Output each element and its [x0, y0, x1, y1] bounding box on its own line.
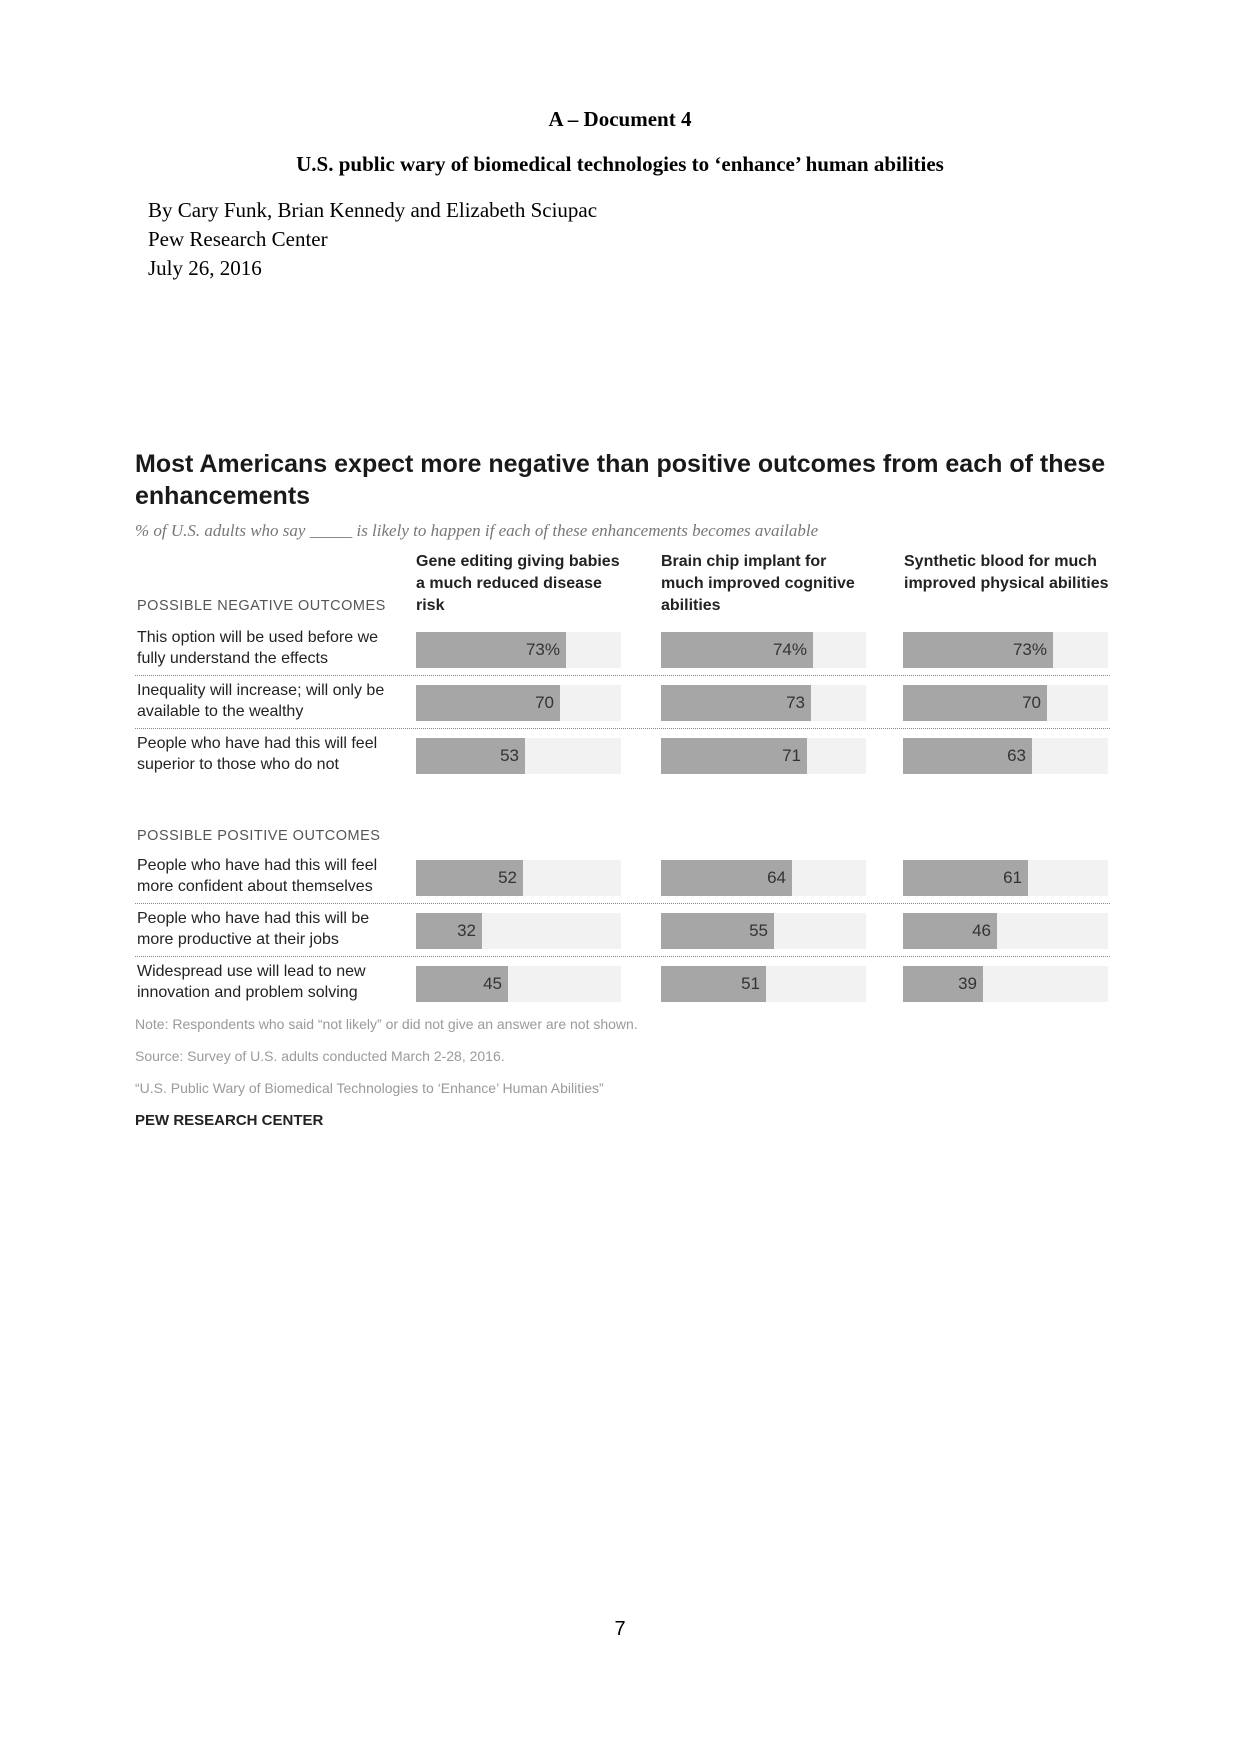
row-separator — [135, 956, 1110, 957]
row-label: Widespread use will lead to new innovation and problem solving — [137, 963, 366, 1001]
row-separator — [135, 675, 1110, 676]
bar-track — [661, 632, 866, 668]
byline — [148, 196, 597, 283]
bar-value-label: 39 — [958, 974, 977, 993]
row-label: People who have had this will feel superior to those who do not — [137, 735, 378, 773]
bar-value-label: 73 — [786, 693, 805, 712]
bar-track — [903, 738, 1108, 774]
bar-track — [903, 860, 1108, 896]
chart-subtitle: % of U.S. adults who say _____ is likely to happen if each of these enhancements becomes available — [135, 521, 819, 540]
pew-research-center-credit: PEW RESEARCH CENTER — [135, 1112, 324, 1129]
bar-track — [661, 738, 866, 774]
page-number: 7 — [614, 1618, 626, 1640]
bar-value-label: 63 — [1007, 746, 1026, 765]
bar-track — [416, 738, 621, 774]
bar-track — [661, 860, 866, 896]
bar-value-label: 53 — [500, 746, 519, 765]
chart-source: Source: Survey of U.S. adults conducted March 2-28, 2016. — [135, 1048, 505, 1064]
section-label-positive: POSSIBLE POSITIVE OUTCOMES — [137, 828, 381, 844]
bar-value-label: 70 — [535, 693, 554, 712]
bar-track — [903, 632, 1108, 668]
bar-track — [416, 966, 621, 1002]
bar-value-label: 71 — [782, 746, 801, 765]
byline-authors: By Cary Funk, Brian Kennedy and Elizabeth Sciupac — [148, 198, 598, 222]
row-separator — [135, 728, 1110, 729]
bar-track — [903, 966, 1108, 1002]
bar-track — [661, 913, 866, 949]
bar-track — [661, 685, 866, 721]
bar-value-label: 74% — [772, 640, 807, 659]
bar-value-label: 73% — [1012, 640, 1047, 659]
bar-value-label: 32 — [457, 921, 476, 940]
bar-value-label: 52 — [498, 868, 517, 887]
row-label: Inequality will increase; will only be available to the wealthy — [137, 682, 385, 720]
byline-date: July 26, 2016 — [148, 256, 262, 280]
document-heading: A – Document 4 — [548, 107, 692, 131]
bar-value-label: 51 — [741, 974, 760, 993]
section-label-negative: POSSIBLE NEGATIVE OUTCOMES — [137, 598, 386, 614]
row-label: This option will be used before we fully understand the effects — [137, 629, 379, 667]
bar-value-label: 64 — [767, 868, 786, 887]
chart-report-title: “U.S. Public Wary of Biomedical Technologies to ‘Enhance’ Human Abilities” — [135, 1080, 604, 1096]
bar-track — [416, 860, 621, 896]
bar-track — [416, 913, 621, 949]
row-separator — [135, 903, 1110, 904]
row-label: People who have had this will be more productive at their jobs — [137, 910, 370, 948]
row-label: People who have had this will feel more confident about themselves — [137, 857, 378, 895]
bar-value-label: 73% — [525, 640, 560, 659]
bar-value-label: 70 — [1022, 693, 1041, 712]
chart-note: Note: Respondents who said “not likely” or did not give an answer are not shown. — [135, 1016, 638, 1032]
document-title: U.S. public wary of biomedical technologies to ‘enhance’ human abilities — [296, 152, 944, 176]
bar-track — [416, 685, 621, 721]
chart-title: Most Americans expect more negative than positive outcomes from each of these enhancements — [135, 450, 1106, 510]
bar-track — [661, 966, 866, 1002]
bar-value-label: 61 — [1003, 868, 1022, 887]
byline-organization: Pew Research Center — [148, 227, 328, 251]
column-header-synthetic-blood: Synthetic blood for much improved physical abilities — [904, 553, 1109, 592]
bar-track — [903, 685, 1108, 721]
bar-value-label: 55 — [749, 921, 768, 940]
bar-track — [903, 913, 1108, 949]
bar-value-label: 45 — [483, 974, 502, 993]
bar-value-label: 46 — [972, 921, 991, 940]
bar-track — [416, 632, 621, 668]
column-header-gene-editing: Gene editing giving babies a much reduced disease risk — [416, 553, 620, 614]
column-header-brain-chip: Brain chip implant for much improved cognitive abilities — [661, 553, 855, 614]
